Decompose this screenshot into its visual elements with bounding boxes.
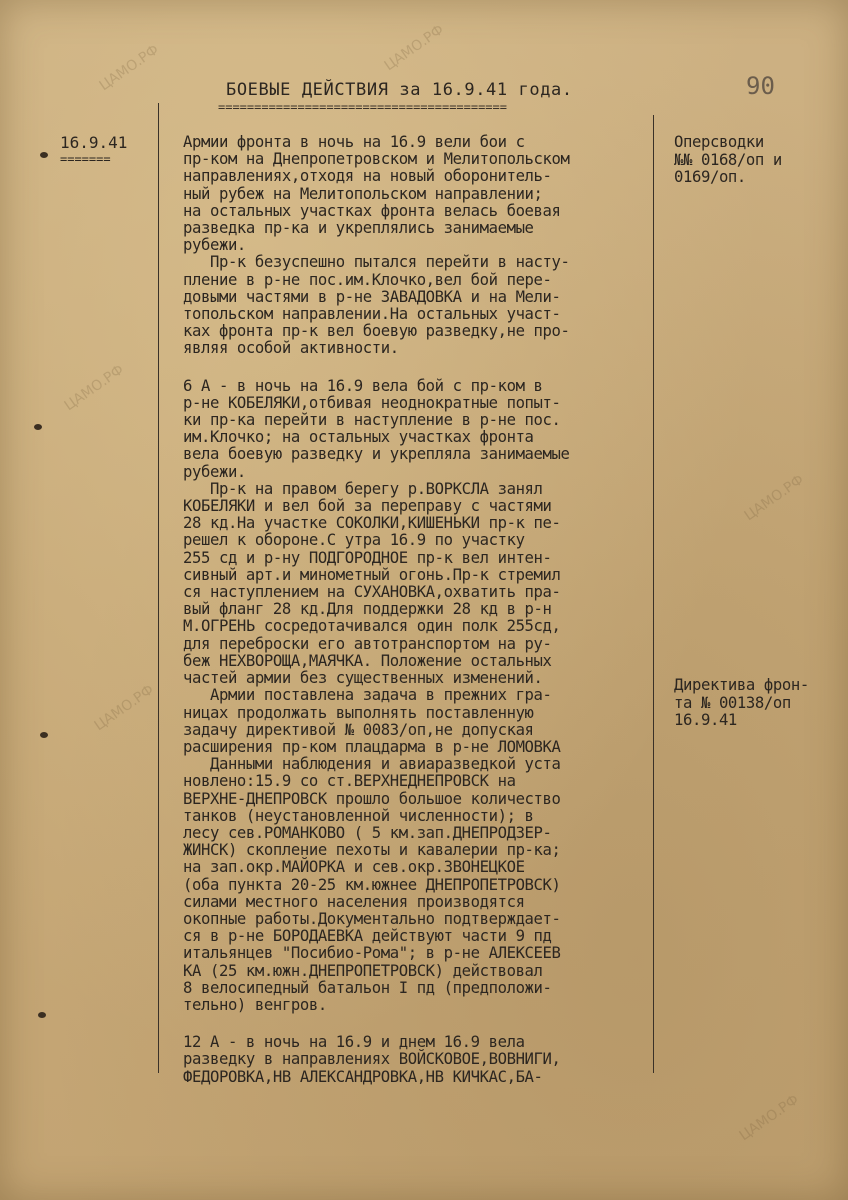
document-title: БОЕВЫЕ ДЕЙСТВИЯ за 16.9.41 года. bbox=[226, 80, 573, 100]
date-column bbox=[60, 134, 127, 168]
date-underline: ======= bbox=[60, 152, 111, 166]
watermark: ЦАМО.РФ bbox=[96, 41, 162, 95]
page-number: 90 bbox=[746, 72, 775, 100]
watermark: ЦАМО.РФ bbox=[381, 21, 447, 75]
title-underline: ======================================== bbox=[218, 100, 507, 114]
main-text-column bbox=[183, 134, 658, 1086]
paragraph-6a-enemy: Пр-к на правом берегу р.ВОРКСЛА занял КОБЕЛЯКИ и вел бой за переправу с частями 28 кд.На участке СОКОЛКИ,КИШЕНЬКИ пр-к пе- решел к обороне.С утра 16.9 по участку 255 сд и р-ну ПОДГОРОДНОЕ пр-к вел интен- сивный арт.и минометный огонь.Пр-к стремил ся наступлением на СУХАНОВКА,охватить пра- вый фланг 28 кд.Для поддержки 28 кд в р-н М.ОГРЕНЬ сосредотачивался один полк 255сд, для переброски его автотранспортом на ру- беж НЕХВОРОЩА,МАЯЧКА. Положение остальных частей армии без существенных изменений. bbox=[183, 479, 561, 688]
margin-note-directive: Директива фрон- та № 00138/оп 16.9.41 bbox=[674, 676, 809, 729]
watermark: ЦАМО.РФ bbox=[61, 361, 127, 415]
paragraph-6a-task: Армии поставлена задача в прежних гра- ницах продолжать выполнять поставленную задачу директивой № 0083/оп,не допуская расширения пр-ком плацдарма в р-не ЛОМОВКА bbox=[183, 686, 561, 756]
margin-note-reports: Оперсводки №№ 0168/оп и 0169/оп. bbox=[674, 133, 782, 186]
paragraph-6a-recon: Данными наблюдения и авиаразведкой уста новлено:15.9 со ст.ВЕРХНЕДНЕПРОВСК на ВЕРХНЕ-ДНЕПРОВСК прошло большое количество танков (неустановленной численности); в лесу сев.РОМАНКОВО ( 5 км.зап.ДНЕПРОДЗЕР- ЖИНСК) скопление пехоты и кавалерии пр-ка; на зап.окр.МАЙОРКА и сев.окр.ЗВОНЕЦКОЕ (оба пункта 20-25 км.южнее ДНЕПРОПЕТРОВСК) силами местного населения производятся окопные работы.Документально подтверждает- ся в р-не БОРОДАЕВКА действуют части 9 пд итальянцев "Посибио-Рома"; в р-не АЛЕКСЕЕВ КА (25 км.южн.ДНЕПРОПЕТРОВСК) действовал 8 велосипедный батальон I пд (предположи- тельно) венгров. bbox=[183, 755, 561, 1014]
paragraph-enemy-actions: Пр-к безуспешно пытался перейти в насту- пление в р-не пос.им.Клочко,вел бой пере- довыми частями в р-не ЗАВАДОВКА и на Мели- топольском направлении.На остальных участ- ках фронта пр-к вел боевую разведку,не про- являя особой активности. bbox=[183, 253, 570, 358]
paragraph-12a: 12 А - в ночь на 16.9 и днем 16.9 вела разведку в направлениях ВОЙСКОВОЕ,ВОВНИГИ, ФЕДОРОВКА,НВ АЛЕКСАНДРОВКА,НВ КИЧКАС,БА- bbox=[183, 1033, 561, 1086]
watermark: ЦАМО.РФ bbox=[91, 681, 157, 735]
date-label: 16.9.41 bbox=[60, 133, 128, 152]
left-column-rule bbox=[158, 103, 159, 1073]
watermark: ЦАМО.РФ bbox=[741, 471, 807, 525]
paragraph-front-summary: Армии фронта в ночь на 16.9 вели бои с пр-ком на Днепропетровском и Мелитопольском направлениях,отходя на новый оборонитель- ный рубеж на Мелитопольском направлении; на остальных участках фронта велась боевая разведка пр-ка и укреплялись занимаемые рубежи. bbox=[183, 133, 570, 255]
watermark: ЦАМО.РФ bbox=[736, 1091, 802, 1145]
paragraph-6a: 6 А - в ночь на 16.9 вела бой с пр-ком в р-не КОБЕЛЯКИ,отбивая неоднократные попыт- ки пр-ка перейти в наступление в р-не пос. им.Клочко; на остальных участках фронта вела боевую разведку и укрепляла занимаемые рубежи. bbox=[183, 376, 570, 481]
